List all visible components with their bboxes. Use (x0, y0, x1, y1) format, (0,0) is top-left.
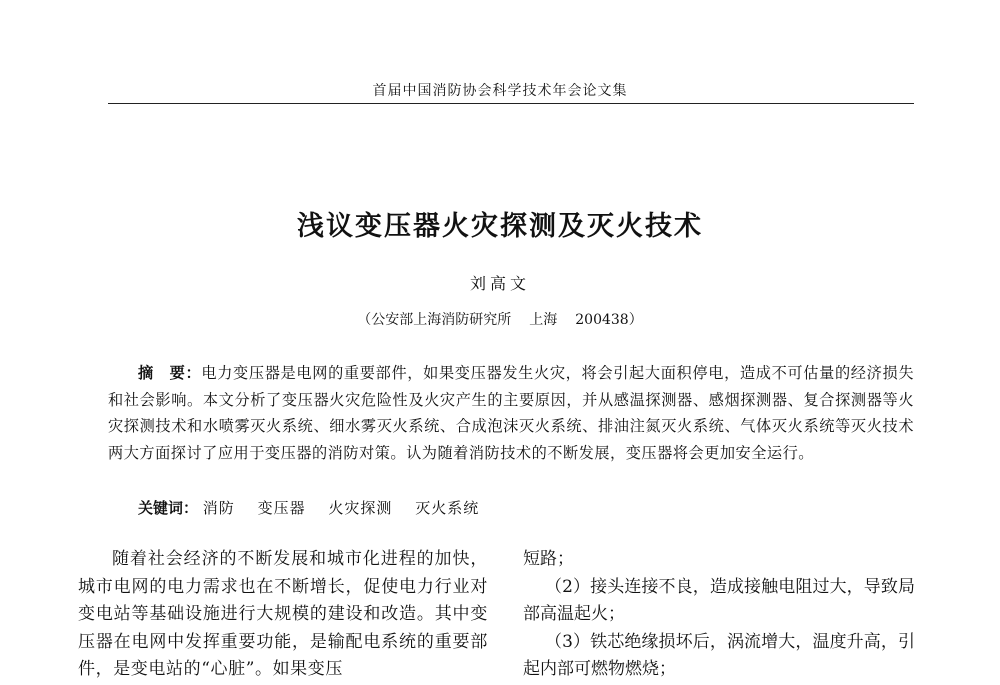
author-name: 刘高文 (469, 274, 530, 293)
abstract-text: 电力变压器是电网的重要部件，如果变压器发生火灾，将会引起大面积停电，造成不可估量的经济损失和社会影响。本文分析了变压器火灾危险性及火灾产生的主要原因，并从感温探测器、感烟探测器、复合探测器等火灾探测技术和水喷雾灭火系统、细水雾灭火系统、合成泡沫灭火系统、排油注氮灭火系统、气体灭火系统等灭火技术两大方面探讨了应用于变压器的消防对策。认为随着消防技术的不断发展，变压器将会更加安全运行。 (108, 364, 914, 462)
list-item: （3）铁芯绝缘损坏后，涡流增大，温度升高，引起内部可燃物燃烧； (523, 631, 915, 679)
abstract (108, 360, 914, 466)
body-column-left: 随着社会经济的不断发展和城市化进程的加快，城市电网的电力需求也在不断增长，促使电力行业对变电站等基础设施进行大规模的建设和改造。其中变压器在电网中发挥重要功能，是输配电系统的重要部件，是变电站的“心脏”。如果变压 (78, 549, 488, 679)
affiliation-postcode: 200438 (575, 312, 629, 328)
affiliation (0, 309, 1000, 329)
keyword-item: 消防 (202, 499, 235, 517)
affiliation-org: 公安部上海消防研究所 (371, 312, 512, 328)
keywords (138, 495, 497, 521)
running-head: 首届中国消防协会科学技术年会论文集 (372, 83, 628, 99)
affiliation-city: 上海 (529, 312, 558, 328)
keyword-item: 火灾探测 (328, 499, 393, 517)
paper-title: 浅议变压器火灾探测及灭火技术 (297, 211, 703, 242)
body-column-right (523, 546, 915, 684)
keyword-item: 变压器 (257, 499, 306, 517)
header-rule (108, 103, 914, 104)
keyword-item: 灭火系统 (415, 499, 480, 517)
keywords-label: 关键词： (138, 499, 199, 517)
abstract-label: 摘 要： (138, 364, 202, 382)
affiliation-close-paren: ） (628, 312, 643, 328)
body-continuation: 短路； (523, 549, 574, 569)
affiliation-open-paren: （ (357, 312, 372, 328)
list-item: （2）接头连接不良，造成接触电阻过大，导致局部高温起火； (523, 576, 915, 624)
